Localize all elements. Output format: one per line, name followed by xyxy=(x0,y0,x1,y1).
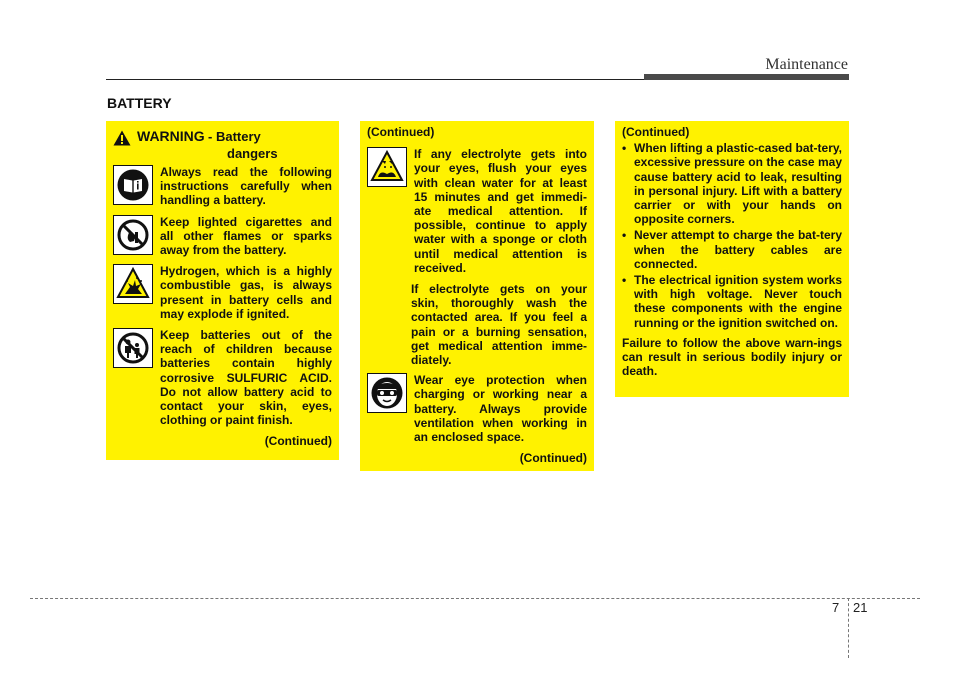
warning-title-line2: dangers xyxy=(227,145,278,161)
warning-panel-1 xyxy=(106,121,339,460)
footer-divider xyxy=(848,598,849,658)
warning-title-line1: - Battery xyxy=(208,129,261,144)
continued-label: (Continued) xyxy=(622,125,690,139)
warning-item-text: Always read the following instructions carefully when handling a battery. xyxy=(160,165,332,208)
warning-triangle-icon xyxy=(113,130,131,146)
warning-item xyxy=(367,373,587,444)
warning-header xyxy=(113,129,332,161)
warning-item-text: Keep lighted cigarettes and all other flames or sparks away from the battery. xyxy=(160,214,332,258)
warning-item xyxy=(113,215,332,258)
header-bar xyxy=(644,74,849,80)
warning-label: WARNING xyxy=(137,128,205,144)
page-header-title: Maintenance xyxy=(765,56,848,73)
warning-item-text: Hydrogen, which is a highly combustible gas, is always present in battery cells and may explode if ignited. xyxy=(160,264,332,321)
warning-item xyxy=(367,147,587,275)
explosion-icon xyxy=(113,264,153,304)
page-number: 21 xyxy=(853,600,868,615)
warning-item-text: If any electrolyte gets into your eyes, flush your eyes with clean water for at least 15 minutes and get immedi-ate medical attention. If possible, continue to apply water with a sponge or cloth until medical attention is received. xyxy=(414,147,587,275)
list-item: • Never attempt to charge the bat-tery when the battery cables are connected. xyxy=(622,228,842,271)
list-item: • When lifting a plastic-cased bat-tery, excessive pressure on the case may cause battery acid to leak, resulting in personal injury. Lift with a battery carrier or with your hands on opposite corners. xyxy=(622,141,842,226)
warning-panel-2 xyxy=(360,121,594,471)
corrosive-icon xyxy=(367,147,407,187)
no-children-icon xyxy=(113,328,153,368)
continued-label: (Continued) xyxy=(264,434,332,449)
no-flame-icon xyxy=(113,215,153,255)
warning-item xyxy=(113,328,332,427)
warning-item xyxy=(113,165,332,208)
warning-panel-3 xyxy=(615,121,849,397)
list-item: • The electrical ignition system works with high voltage. Never touch these components with the engine running or the ignition switched on. xyxy=(622,273,842,330)
warning-item-text: Keep batteries out of the reach of children because batteries contain highly corrosive SULFURIC ACID. Do not allow battery acid to contact your skin, eyes, clothing or paint finish. xyxy=(160,328,332,428)
chapter-number: 7 xyxy=(832,600,840,615)
warning-item-text: Wear eye protection when charging or working near a battery. Always provide ventilation when working in an enclosed space. xyxy=(414,373,587,445)
final-warning-paragraph: Failure to follow the above warn-ings can result in serious bodily injury or death. xyxy=(622,335,842,379)
book-icon xyxy=(113,165,153,205)
eye-protection-icon xyxy=(367,373,407,413)
skin-contact-paragraph: If electrolyte gets on your skin, thoroughly wash the contacted area. If you feel a pain or a burning sensation, get medical attention imme-diately. xyxy=(411,282,587,368)
continued-label: (Continued) xyxy=(519,451,587,466)
footer-rule xyxy=(30,598,920,599)
section-title: BATTERY xyxy=(107,95,172,111)
warning-item xyxy=(113,264,332,321)
continued-label: (Continued) xyxy=(367,125,435,139)
warning-bullet-list xyxy=(622,141,842,330)
